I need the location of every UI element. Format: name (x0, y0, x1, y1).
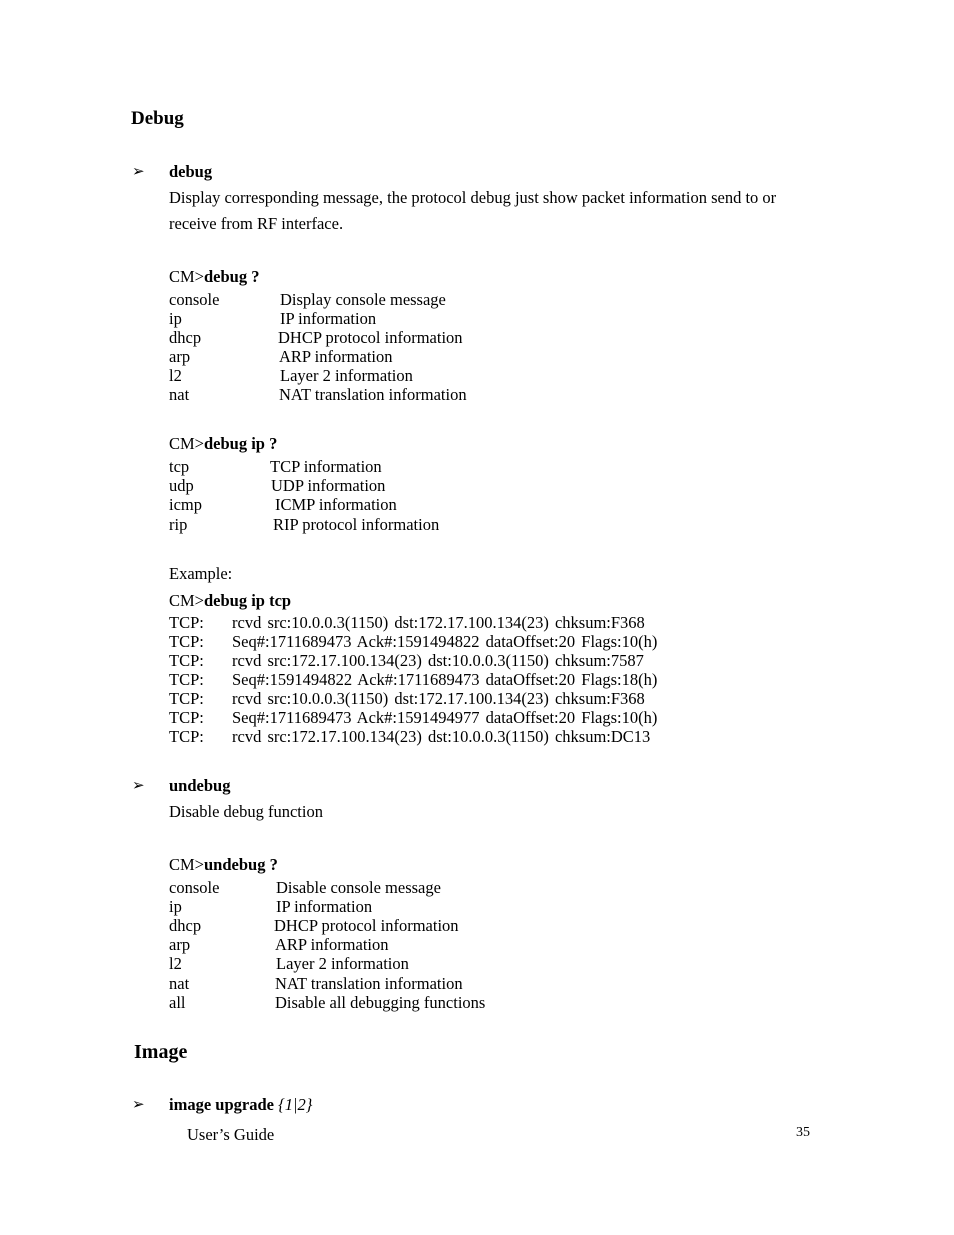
option-key: console (169, 878, 220, 897)
tcp-detail: rcvd src:10.0.0.3(1150) dst:172.17.100.134(23) chksum:F368 (232, 689, 645, 708)
tcp-line (169, 613, 749, 632)
prompt-command: undebug ? (203, 855, 278, 874)
option-key: dhcp (169, 328, 202, 347)
prompt-prefix: CM> (169, 855, 204, 874)
tcp-line (169, 651, 749, 670)
tcp-line (169, 670, 749, 689)
option-row (169, 878, 569, 897)
tcp-detail: rcvd src:172.17.100.134(23) dst:10.0.0.3(1150) chksum:DC13 (232, 727, 651, 746)
option-key: nat (169, 974, 190, 993)
cli-prompt (169, 434, 277, 454)
example-label: Example: (169, 564, 233, 583)
option-row (169, 993, 569, 1012)
option-row (169, 916, 569, 935)
tcp-detail: rcvd src:10.0.0.3(1150) dst:172.17.100.134(23) chksum:F368 (232, 613, 645, 632)
tcp-detail: Seq#:1711689473 Ack#:1591494977 dataOffset:20 Flags:10(h) (232, 708, 658, 727)
option-row (169, 309, 569, 328)
option-value: DHCP protocol information (274, 916, 459, 935)
tcp-line (169, 689, 749, 708)
option-row (169, 954, 569, 973)
option-row (169, 495, 569, 514)
cli-prompt (169, 267, 259, 287)
page-number: 35 (796, 1125, 810, 1140)
option-key: l2 (169, 366, 182, 385)
option-value: ICMP information (275, 495, 397, 514)
prompt-prefix: CM> (169, 267, 204, 286)
option-key: tcp (169, 457, 190, 476)
bullet-arrow-icon: ➢ (132, 164, 145, 180)
option-row (169, 935, 569, 954)
tcp-detail: rcvd src:172.17.100.134(23) dst:10.0.0.3(1150) chksum:7587 (232, 651, 644, 670)
option-value: Disable console message (276, 878, 441, 897)
command-title-debug: debug (169, 162, 213, 181)
option-key: rip (169, 515, 188, 534)
footer-title: User’s Guide (187, 1125, 275, 1144)
tcp-detail: Seq#:1711689473 Ack#:1591494822 dataOffset:20 Flags:10(h) (232, 632, 658, 651)
option-key: all (169, 993, 186, 1012)
section-heading-debug: Debug (131, 108, 184, 129)
command-name: image upgrade (169, 1095, 274, 1114)
option-value: IP information (276, 897, 373, 916)
prompt-command: debug ? (203, 267, 260, 286)
description-line: Disable debug function (169, 802, 323, 821)
option-key: console (169, 290, 220, 309)
option-key: udp (169, 476, 194, 495)
bullet-arrow-icon: ➢ (132, 778, 145, 794)
description-line: receive from RF interface. (169, 214, 344, 233)
option-row (169, 476, 569, 495)
command-args: {1|2} (278, 1095, 313, 1114)
tcp-label: TCP: (169, 632, 204, 651)
tcp-label: TCP: (169, 727, 204, 746)
tcp-label: TCP: (169, 670, 204, 689)
prompt-prefix: CM> (169, 434, 204, 453)
option-key: arp (169, 347, 191, 366)
option-value: Display console message (280, 290, 446, 309)
tcp-label: TCP: (169, 689, 204, 708)
option-row (169, 347, 569, 366)
option-value: Layer 2 information (276, 954, 409, 973)
cli-prompt (169, 855, 278, 875)
option-key: arp (169, 935, 191, 954)
tcp-label: TCP: (169, 613, 204, 632)
tcp-line (169, 708, 749, 727)
cli-prompt (169, 591, 291, 611)
tcp-detail: Seq#:1591494822 Ack#:1711689473 dataOffset:20 Flags:18(h) (232, 670, 658, 689)
option-row (169, 328, 569, 347)
option-value: Layer 2 information (280, 366, 413, 385)
prompt-prefix: CM> (169, 591, 204, 610)
option-value: ARP information (275, 935, 389, 954)
option-row (169, 385, 569, 404)
option-value: UDP information (271, 476, 386, 495)
option-row (169, 515, 569, 534)
option-row (169, 897, 569, 916)
option-key: dhcp (169, 916, 202, 935)
option-value: Disable all debugging functions (275, 993, 486, 1012)
option-key: icmp (169, 495, 202, 514)
tcp-line (169, 632, 749, 651)
option-value: NAT translation information (275, 974, 463, 993)
command-title-undebug: undebug (169, 776, 231, 795)
tcp-line (169, 727, 749, 746)
description-line: Display corresponding message, the protocol debug just show packet information send to or (169, 188, 777, 207)
option-row (169, 457, 569, 476)
prompt-command: debug ip ? (203, 434, 278, 453)
option-key: l2 (169, 954, 182, 973)
option-row (169, 974, 569, 993)
option-key: nat (169, 385, 190, 404)
option-value: TCP information (270, 457, 382, 476)
option-value: DHCP protocol information (278, 328, 463, 347)
prompt-command: debug ip tcp (203, 591, 292, 610)
option-row (169, 290, 569, 309)
option-value: NAT translation information (279, 385, 467, 404)
option-key: ip (169, 309, 182, 328)
command-title-image-upgrade (169, 1095, 312, 1115)
tcp-label: TCP: (169, 708, 204, 727)
option-row (169, 366, 569, 385)
bullet-arrow-icon: ➢ (132, 1097, 145, 1113)
section-heading-image: Image (134, 1041, 188, 1063)
tcp-label: TCP: (169, 651, 204, 670)
option-value: ARP information (279, 347, 393, 366)
option-key: ip (169, 897, 182, 916)
option-value: IP information (280, 309, 377, 328)
option-value: RIP protocol information (273, 515, 440, 534)
